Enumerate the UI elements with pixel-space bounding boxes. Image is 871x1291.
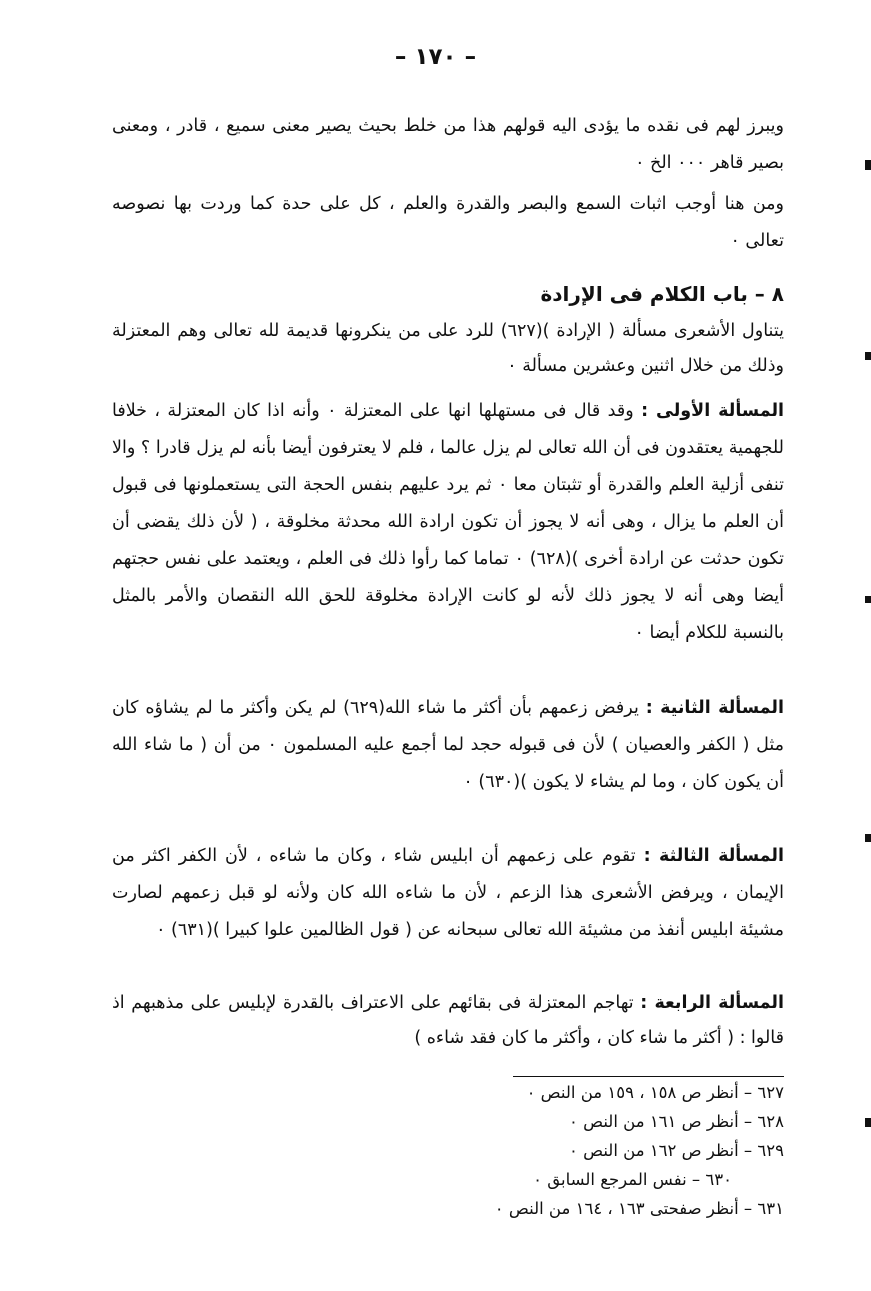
paragraph-text: يتناول الأشعرى مسألة ( الإرادة )(٦٢٧) للرد على من ينكرونها قديمة لله تعالى وهم المعتزلة وذلك من خلال اثنين وعشرين مسألة ٠ (112, 321, 784, 376)
issue-label: المسألة الرابعة : (640, 993, 784, 1013)
issue-paragraph-first (112, 393, 784, 652)
issue-text: يرفض زعمهم بأن أكثر ما شاء الله(٦٢٩) لم يكن وأكثر ما لم يشاؤه كان مثل ( الكفر والعصيان ) لأن فى قبوله حجد لما أجمع عليه المسلمون ٠ من أن ( ما شاء الله أن يكون كان ، وما لم يشاء لا يكون )(٦٣٠) ٠ (112, 698, 784, 792)
intro-paragraph (112, 314, 784, 384)
footnote: ٦٢٧ – أنظر ص ١٥٨ ، ١٥٩ من النص ٠ (526, 1083, 784, 1102)
issue-text: تهاجم المعتزلة فى بقائهم على الاعتراف بالقدرة لإبليس على مذهبهم اذ قالوا : ( أكثر ما شاء كان ، وأكثر ما كان فقد شاءه ) (112, 993, 784, 1048)
scan-edge-mark (865, 834, 871, 842)
issue-label: المسألة الثالثة : (643, 846, 784, 866)
issue-text: تقوم على زعمهم أن ابليس شاء ، وكان ما شاءه ، لأن الكفر اكثر من الإيمان ، ويرفض الأشعرى هذا الزعم ، لأن ما شاءه الله كان ولأنه لو قبل زعمهم لصارت مشيئة ابليس أنفذ من مشيئة الله تعالى سبحانه عن ( قول الظالمين علوا كبيرا )(٦٣١) ٠ (112, 846, 784, 940)
footnote: ٦٣١ – أنظر صفحتى ١٦٣ ، ١٦٤ من النص ٠ (494, 1199, 784, 1218)
footnote: ٦٢٩ – أنظر ص ١٦٢ من النص ٠ (568, 1141, 784, 1160)
page-number: – ١٧٠ – (394, 44, 477, 70)
footnotes (112, 1072, 784, 1223)
footnote: ٦٣٠ – نفس المرجع السابق ٠ (533, 1170, 732, 1189)
scan-edge-mark (865, 596, 871, 603)
issue-text: وقد قال فى مستهلها انها على المعتزلة ٠ وأنه اذا كان المعتزلة ، خلافا للجهمية يعتقدون فى أن الله تعالى لم يزل عالما ، فلم لا يعترفون أيضا بأنه لم يزل قادرا ؟ والا تنفى أزلية العلم والقدرة أو تثبتان معا ٠ ثم يرد عليهم بنفس الحجة التى يستعملونها فى قبول أن العلم ما يزال ، وهى أنه لا يجوز أن تكون ارادة الله محدثة مخلوقة ، ( لأن ذلك يقضى أن تكون حدثت عن ارادة أخرى )(٦٢٨) ٠ تماما كما رأوا ذلك فى العلم ، ويعتمد على نفس حجتهم أيضا وهى أنه لا يجوز ذلك لأنه لو كانت الإرادة مخلوقة للحق الله النقصان والأمر بالمثل بالنسبة للكلام أيضا ٠ (112, 401, 785, 643)
paragraph-text: ويبرز لهم فى نقده ما يؤدى اليه قولهم هذا من خلط بحيث يصير معنى سميع ، قادر ، ومعنى بصير قاهر ٠٠٠ الخ ٠ (112, 116, 784, 173)
section-heading: ٨ – باب الكلام فى الإرادة (540, 282, 784, 306)
issue-label: المسألة الأولى : (641, 401, 785, 421)
scan-edge-mark (865, 160, 871, 170)
issue-paragraph-fourth (112, 986, 784, 1056)
issue-label: المسألة الثانية : (645, 698, 784, 718)
scan-edge-mark (865, 1118, 871, 1127)
issue-paragraph-second (112, 690, 784, 801)
paragraph-text: ومن هنا أوجب اثبات السمع والبصر والقدرة والعلم ، كل على حدة كما وردت بها نصوصه تعالى ٠ (112, 194, 784, 251)
body-paragraph (112, 186, 784, 260)
body-paragraph (112, 108, 784, 182)
footnote: ٦٢٨ – أنظر ص ١٦١ من النص ٠ (568, 1112, 784, 1131)
scan-edge-mark (865, 352, 871, 360)
issue-paragraph-third (112, 838, 784, 949)
